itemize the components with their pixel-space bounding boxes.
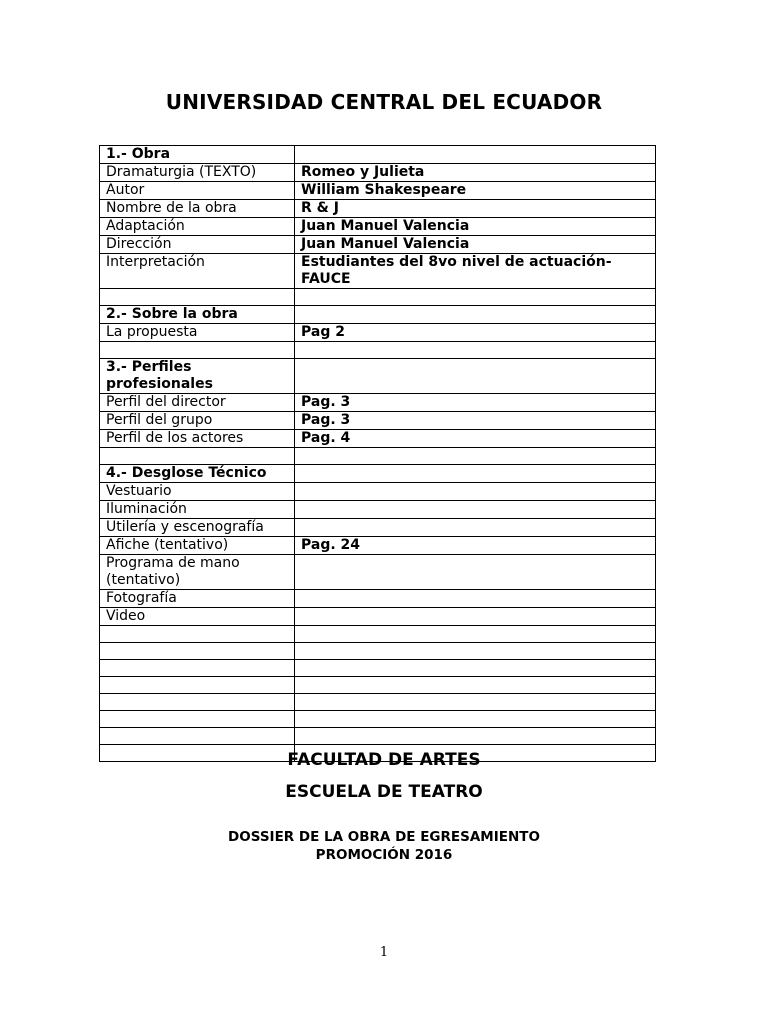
row-label (100, 448, 295, 465)
row-label: Perfil de los actores (100, 430, 295, 448)
row-value: Estudiantes del 8vo nivel de actuación-FAUCE (295, 254, 656, 289)
row-label: La propuesta (100, 324, 295, 342)
row-value (295, 289, 656, 306)
table-row (100, 306, 656, 324)
row-value: Pag. 4 (295, 430, 656, 448)
row-value (295, 146, 656, 164)
row-value (295, 448, 656, 465)
row-value: R & J (295, 200, 656, 218)
row-label (100, 660, 295, 677)
table-row (100, 254, 656, 289)
row-label: Dramaturgia (TEXTO) (100, 164, 295, 182)
row-label (100, 626, 295, 643)
table-row (100, 483, 656, 501)
table-row (100, 164, 656, 182)
table-row-blank (100, 677, 656, 694)
table-row (100, 465, 656, 483)
section-heading: 3.- Perfiles profesionales (100, 359, 295, 394)
table-body (100, 146, 656, 762)
row-label: Dirección (100, 236, 295, 254)
row-label (100, 677, 295, 694)
table-row (100, 412, 656, 430)
row-value (295, 359, 656, 394)
row-label: Interpretación (100, 254, 295, 289)
table-row (100, 608, 656, 626)
table-row (100, 359, 656, 394)
row-value (295, 519, 656, 537)
row-value: Pag. 3 (295, 394, 656, 412)
row-value: Pag. 24 (295, 537, 656, 555)
table-row-blank (100, 660, 656, 677)
row-value (295, 306, 656, 324)
row-value (295, 626, 656, 643)
row-value (295, 711, 656, 728)
row-value (295, 677, 656, 694)
table-row-blank (100, 342, 656, 359)
row-label: Iluminación (100, 501, 295, 519)
table-row-blank (100, 711, 656, 728)
table-row-blank (100, 643, 656, 660)
table-row-blank (100, 728, 656, 745)
table-row (100, 430, 656, 448)
table-row-blank (100, 626, 656, 643)
document-title: UNIVERSIDAD CENTRAL DEL ECUADOR (165, 90, 603, 114)
table-row (100, 590, 656, 608)
row-value (295, 483, 656, 501)
table-row (100, 519, 656, 537)
row-value: Juan Manuel Valencia (295, 236, 656, 254)
table-row (100, 324, 656, 342)
row-value: Pag. 3 (295, 412, 656, 430)
table-row (100, 218, 656, 236)
row-label: Autor (100, 182, 295, 200)
row-label: Video (100, 608, 295, 626)
row-value: Romeo y Julieta (295, 164, 656, 182)
table-row (100, 394, 656, 412)
row-label: Vestuario (100, 483, 295, 501)
row-value (295, 590, 656, 608)
section-heading: 2.- Sobre la obra (100, 306, 295, 324)
dossier-index-table (99, 145, 656, 762)
row-value: William Shakespeare (295, 182, 656, 200)
row-label (100, 289, 295, 306)
row-value (295, 342, 656, 359)
table-row (100, 501, 656, 519)
row-value: Pag 2 (295, 324, 656, 342)
row-value (295, 465, 656, 483)
table-row-blank (100, 448, 656, 465)
row-label: Nombre de la obra (100, 200, 295, 218)
table-row (100, 146, 656, 164)
row-label (100, 643, 295, 660)
table-row (100, 182, 656, 200)
row-label (100, 711, 295, 728)
row-label: Perfil del director (100, 394, 295, 412)
row-value (295, 728, 656, 745)
table-row-blank (100, 289, 656, 306)
table-row (100, 537, 656, 555)
row-value (295, 608, 656, 626)
row-label: Perfil del grupo (100, 412, 295, 430)
table-row (100, 236, 656, 254)
row-value (295, 501, 656, 519)
row-label (100, 728, 295, 745)
faculty-heading: FACULTAD DE ARTES (287, 750, 481, 770)
school-heading: ESCUELA DE TEATRO (285, 782, 483, 802)
table-row (100, 200, 656, 218)
row-value (295, 694, 656, 711)
row-label (100, 694, 295, 711)
promotion-year: PROMOCIÓN 2016 (315, 847, 453, 863)
row-label (100, 342, 295, 359)
row-label: Adaptación (100, 218, 295, 236)
row-label: Afiche (tentativo) (100, 537, 295, 555)
row-value (295, 555, 656, 590)
row-label: Utilería y escenografía (100, 519, 295, 537)
section-heading: 4.- Desglose Técnico (100, 465, 295, 483)
row-label: Programa de mano (tentativo) (100, 555, 295, 590)
dossier-title: DOSSIER DE LA OBRA DE EGRESAMIENTO (228, 829, 540, 845)
section-heading: 1.- Obra (100, 146, 295, 164)
row-label: Fotografía (100, 590, 295, 608)
page-number: 1 (379, 945, 389, 960)
row-value (295, 643, 656, 660)
row-value: Juan Manuel Valencia (295, 218, 656, 236)
table-row-blank (100, 694, 656, 711)
row-value (295, 660, 656, 677)
table-row (100, 555, 656, 590)
